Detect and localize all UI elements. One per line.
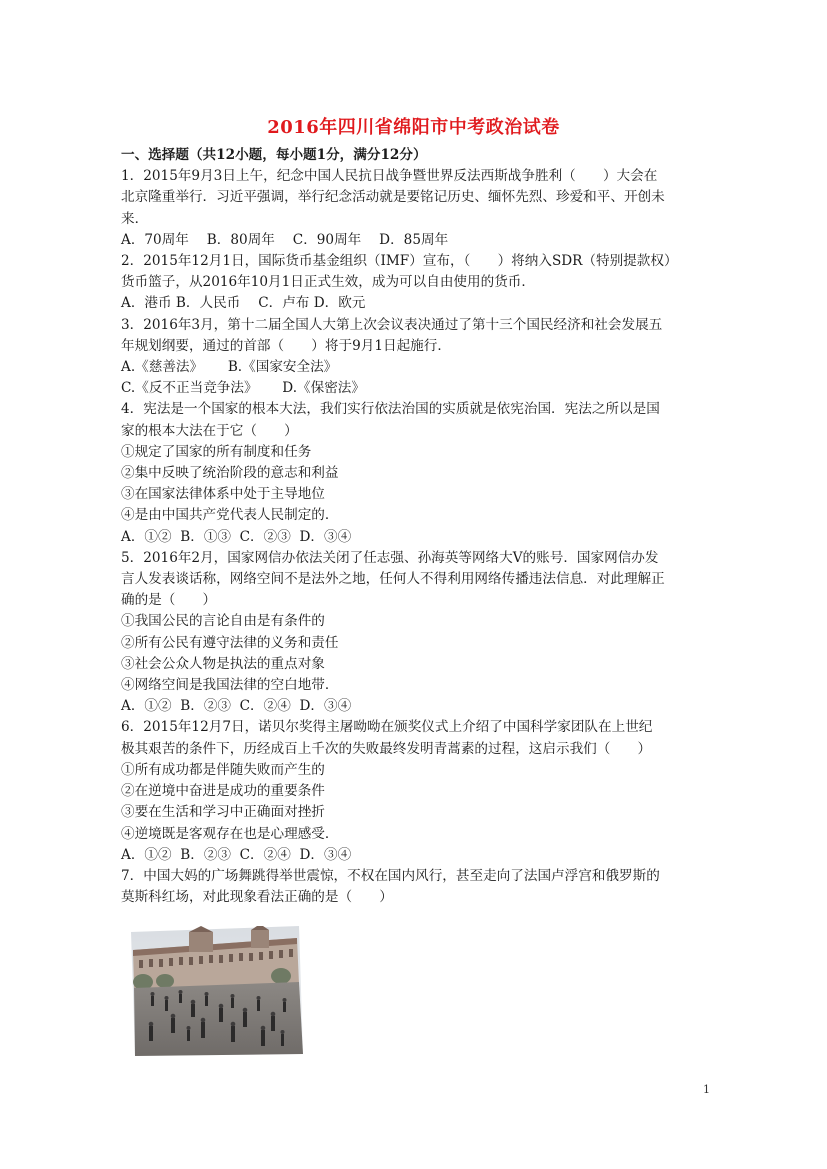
statement-item: ④是由中国共产党代表人民制定的．	[121, 507, 339, 524]
answer-options: A．港币 B．人民币 C．卢布 D．欧元	[121, 295, 366, 312]
question-7	[121, 866, 711, 908]
answer-options: A．①② B．②③ C．②④ D．③④	[121, 846, 352, 863]
answer-options: A．①② B．①③ C．②③ D．③④	[121, 528, 352, 545]
page-number: 1	[703, 1083, 710, 1096]
statement-item: ③社会公众人物是执法的重点对象	[121, 655, 325, 672]
answer-options: C.《反不正当竞争法》 D.《保密法》	[121, 380, 365, 397]
question-5	[121, 548, 711, 718]
answer-options: A．①② B．②③ C．②④ D．③④	[121, 698, 352, 715]
question-stem-line: 家的根本大法在于它（ ）	[121, 422, 298, 439]
statement-item: ②所有公民有遵守法律的义务和责任	[121, 634, 339, 651]
question-3	[121, 315, 711, 400]
question-stem-line: 5．2016年2月，国家网信办依法关闭了任志强、孙海英等网络大V的账号．国家网信办发	[121, 549, 659, 566]
statement-item: ④网络空间是我国法律的空白地带．	[121, 677, 339, 694]
question-stem-line: 年规划纲要，通过的首部（ ）将于9月1日起施行．	[121, 337, 451, 354]
question-stem-line: 确的是（ ）	[121, 592, 217, 609]
question-stem-line: 货币篮子，从2016年10月1日正式生效，成为可以自由使用的货币．	[121, 274, 535, 291]
statement-item: ①我国公民的言论自由是有条件的	[121, 613, 325, 630]
exam-content	[121, 145, 711, 908]
question-stem-line: 3．2016年3月，第十二届全国人大第上次会议表决通过了第十三个国民经济和社会发展五	[121, 316, 663, 333]
question-6	[121, 717, 711, 865]
question-stem-line: 7．中国大妈的广场舞跳得举世震惊，不权在国内风行，甚至走向了法国卢浮宫和俄罗斯的	[121, 867, 660, 884]
section-heading: 一、选择题（共12小题，每小题1分，满分12分）	[121, 147, 427, 163]
statement-item: ②集中反映了统治阶段的意志和利益	[121, 465, 339, 482]
red-square-photo	[131, 926, 303, 1056]
answer-options: A.《慈善法》 B.《国家安全法》	[121, 359, 338, 376]
question-stem-line: 6．2015年12月7日，诺贝尔奖得主屠呦呦在颁奖仪式上介绍了中国科学家团队在上世纪	[121, 719, 653, 736]
statement-item: ②在逆境中奋进是成功的重要条件	[121, 783, 325, 800]
question-stem-line: 4．宪法是一个国家的根本大法，我们实行依法治国的实质就是依宪治国．宪法之所以是国	[121, 401, 660, 418]
question-stem-line: 1．2015年9月3日上午，纪念中国人民抗日战争暨世界反法西斯战争胜利（ ）大会在	[121, 168, 658, 185]
question-1	[121, 166, 711, 251]
question-stem-line: 北京隆重举行．习近平强调，举行纪念活动就是要铭记历史、缅怀先烈、珍爱和平、开创未	[121, 189, 665, 206]
exam-title: 2016年四川省绵阳市中考政治试卷	[267, 117, 560, 138]
statement-item: ①所有成功都是伴随失败而产生的	[121, 761, 325, 778]
statement-item: ③要在生活和学习中正确面对挫折	[121, 804, 325, 821]
question-2	[121, 251, 711, 315]
question-stem-line: 来．	[121, 210, 149, 227]
statement-item: ④逆境既是客观存在也是心理感受．	[121, 825, 339, 842]
statement-item: ①规定了国家的所有制度和任务	[121, 443, 312, 460]
question-stem-line: 言人发表谈话称，网络空间不是法外之地，任何人不得利用网络传播违法信息．对此理解正	[121, 571, 665, 588]
answer-options: A．70周年 B．80周年 C．90周年 D．85周年	[121, 231, 449, 248]
question-stem-line: 极其艰苦的条件下，历经成百上千次的失败最终发明青蒿素的过程，这启示我们（ ）	[121, 740, 652, 757]
question-stem-line: 2．2015年12月1日，国际货币基金组织（IMF）宣布，（ ）将纳入SDR（特别提款权）	[121, 253, 678, 270]
question-4	[121, 399, 711, 547]
question-stem-line: 莫斯科红场，对此现象看法正确的是（ ）	[121, 889, 393, 906]
statement-item: ③在国家法律体系中处于主导地位	[121, 486, 325, 503]
